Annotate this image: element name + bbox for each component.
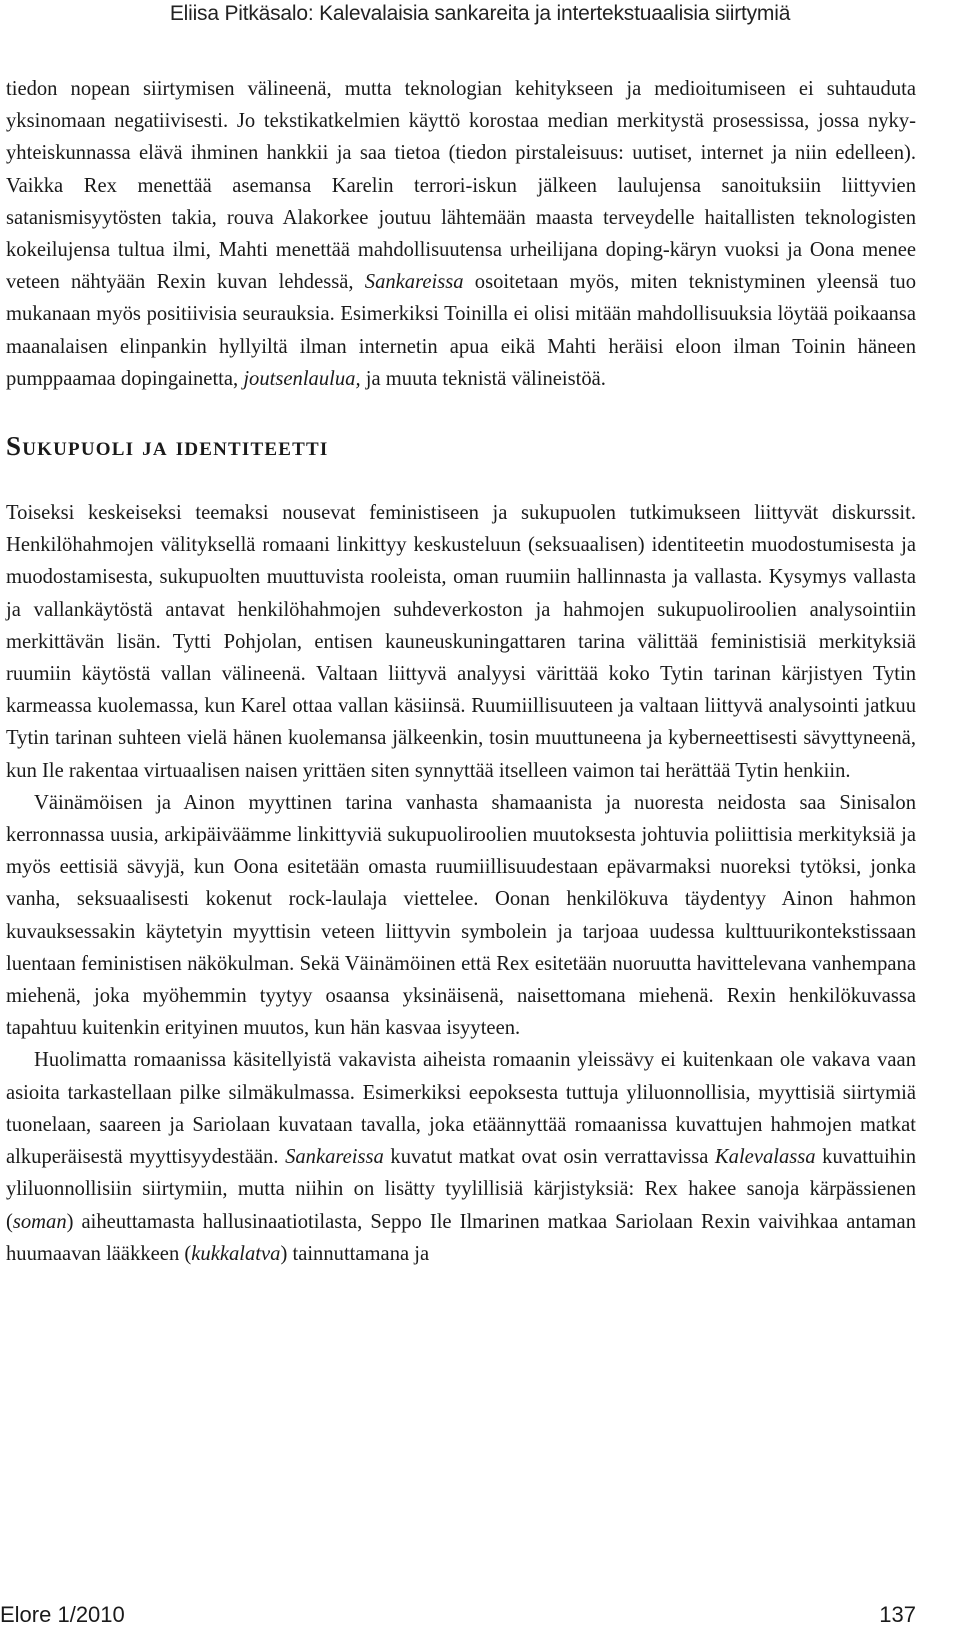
- italic-title: Kalevalassa: [714, 1146, 816, 1169]
- section-heading: Sukupuoli ja identiteetti: [6, 431, 329, 462]
- paragraph-tone: [6, 1044, 916, 1269]
- running-header: Eliisa Pitkäsalo: Kalevalaisia sankareita ja intertekstuaalisia siirtymiä: [169, 2, 791, 25]
- text-run: kuvatut matkat ovat osin verrattavissa: [383, 1146, 715, 1169]
- footer-page-number: 137: [879, 1602, 916, 1627]
- italic-term: joutsenlaulua,: [243, 367, 361, 390]
- italic-title: Sankareissa: [285, 1146, 384, 1169]
- italic-term: soman: [12, 1210, 67, 1233]
- italic-term: kukkalatva: [191, 1242, 281, 1265]
- text-run: ) tainnuttamana ja: [280, 1242, 430, 1265]
- text-run: kuvattuihin yliluonnollisiin siirtymiin, mutta niihin on lisätty tyylillisiä kärjistyksiä: Rex hakee sanoja kärpässienen (: [6, 1146, 916, 1233]
- text-run: ) aiheuttamasta hallusinaatiotilasta, Seppo Ile Ilmarinen matkaa Sariolaan Rexin vaivihkaa antaman huumaavan lääkkeen (: [6, 1210, 916, 1265]
- paragraph-myth: Väinämöisen ja Ainon myyttinen tarina vanhasta shamaanista ja nuoresta neidosta saa Sinisalon kerronnassa uusia, arkipäiväämme linkittyviä sukupuoliroolien muutoksesta johtuvia poliittisia merkityksiä ja myös eettisiä sävyjä, kun Oona esitetään omasta ruumiillisuudestaan epävarmaksi nuoreksi tytöksi, jonka vanha, seksuaalisesti kokenut rock-laulaja viettelee. Oonan henkilökuva täydentyy Ainon hahmon kuvauksessakin käytetyin myyttisin veteen liittyvin symbolein ja tarjoaa uudessa kulttuurikontekstissaan luentaan feministisen näkökulman. Sekä Väinämöinen että Rex esitetään nuoruutta havittelevana vanhempana miehenä, joka myöhemmin tyytyy osaansa yksinäisenä, naisettomana miehenä. Rexin henkilökuvassa tapahtuu kuitenkin erityinen muutos, kun hän kasvaa isyyteen.: [6, 791, 916, 1040]
- italic-title: Sankareissa: [364, 271, 464, 294]
- paragraph-technology: [6, 73, 916, 395]
- text-run: Huolimatta romaanissa käsitellyistä vakavista aiheista romaanin yleissävy ei kuitenkaan ole vakava vaan asioita tarkastellaan pilke silmäkulmassa. Esimerkiksi eepoksesta tuttuja yliluonnollisia, myyttisiä siirtymiä tuonelaan, saareen ja Sariolaan kuvataan tavalla, joka etäännyttää romaanissa kuvattujen hahmojen matkat alkuperäisestä myyttisyydestään.: [6, 1049, 916, 1169]
- text-run: osoitetaan myös, miten teknistyminen yleensä tuo mukanaan myös positiivisia seurauksia. Esimerkiksi Toinilla ei olisi mitään mahdollisuuksia löytää poikaansa maanalaisen elinpankin hyllyiltä ilman internetin apua eikä Mahti heräisi eloon ilman Toinin häneen pumppaamaa dopingainetta,: [6, 271, 916, 390]
- paragraph-gender: Toiseksi keskeiseksi teemaksi nousevat feministiseen ja sukupuolen tutkimukseen liittyvät diskurssit. Henkilöhahmojen välityksellä romaani linkittyy keskusteluun (seksuaalisen) identiteetin muodostumisesta ja muodostamisesta, sukupuolten muuttuvista rooleista, oman ruumiin hallinnasta ja vallasta. Kysymys vallasta ja vallankäytöstä antavat henkilöhahmojen suhdeverkoston ja hahmojen sukupuoliroolien analysointiin merkittävän lisän. Tytti Pohjolan, entisen kauneuskuningattaren tarina välittää feministisiä merkityksiä ruumiin käytöstä vallan välineenä. Valtaan liittyvä analyysi värittää koko Tytin tarinan kärjistyen Tytin karmeassa kuolemassa, kun Karel ottaa vallan käsiinsä. Ruumiillisuuteen ja valtaan liittyvä analysointi jatkuu Tytin tarinan suhteen vielä hänen kuolemansa jälkeenkin, tosin muuttuneena ja kyberneettisesti sävyttyneenä, kun Ile rakentaa virtuaalisen naisen yrittäen siten synnyttää itselleen vaimon tai herättää Tytin henkiin.: [6, 502, 916, 782]
- footer-journal: Elore 1/2010: [0, 1602, 125, 1627]
- text-run: ja muuta teknistä välineistöä.: [360, 367, 606, 390]
- text-run: tiedon nopean siirtymisen välineenä, mutta teknologian kehitykseen ja medioitumiseen ei suhtauduta yksinomaan negatiivisesti. Jo tekstikatkelmien käyttö korostaa median merkitystä prosessissa, jossa nyky-yhteiskunnassa elävä ihminen hankkii ja saa tietoa (tiedon pirstaleisuus: uutiset, internet ja niin edelleen). Vaikka Rex menettää asemansa Karelin terrori-iskun jälkeen laulujensa sanoituksiin liittyvien satanismisyytösten takia, rouva Alakorkee joutuu lähtemään maasta terveydelle haitallisten teknologisten kokeilujensa tultua ilmi, Mahti menettää mahdollisuutensa urheilijana doping-käryn vuoksi ja Oona menee veteen nähtyään Rexin kuvan lehdessä,: [6, 78, 916, 294]
- article-body: [6, 73, 916, 1270]
